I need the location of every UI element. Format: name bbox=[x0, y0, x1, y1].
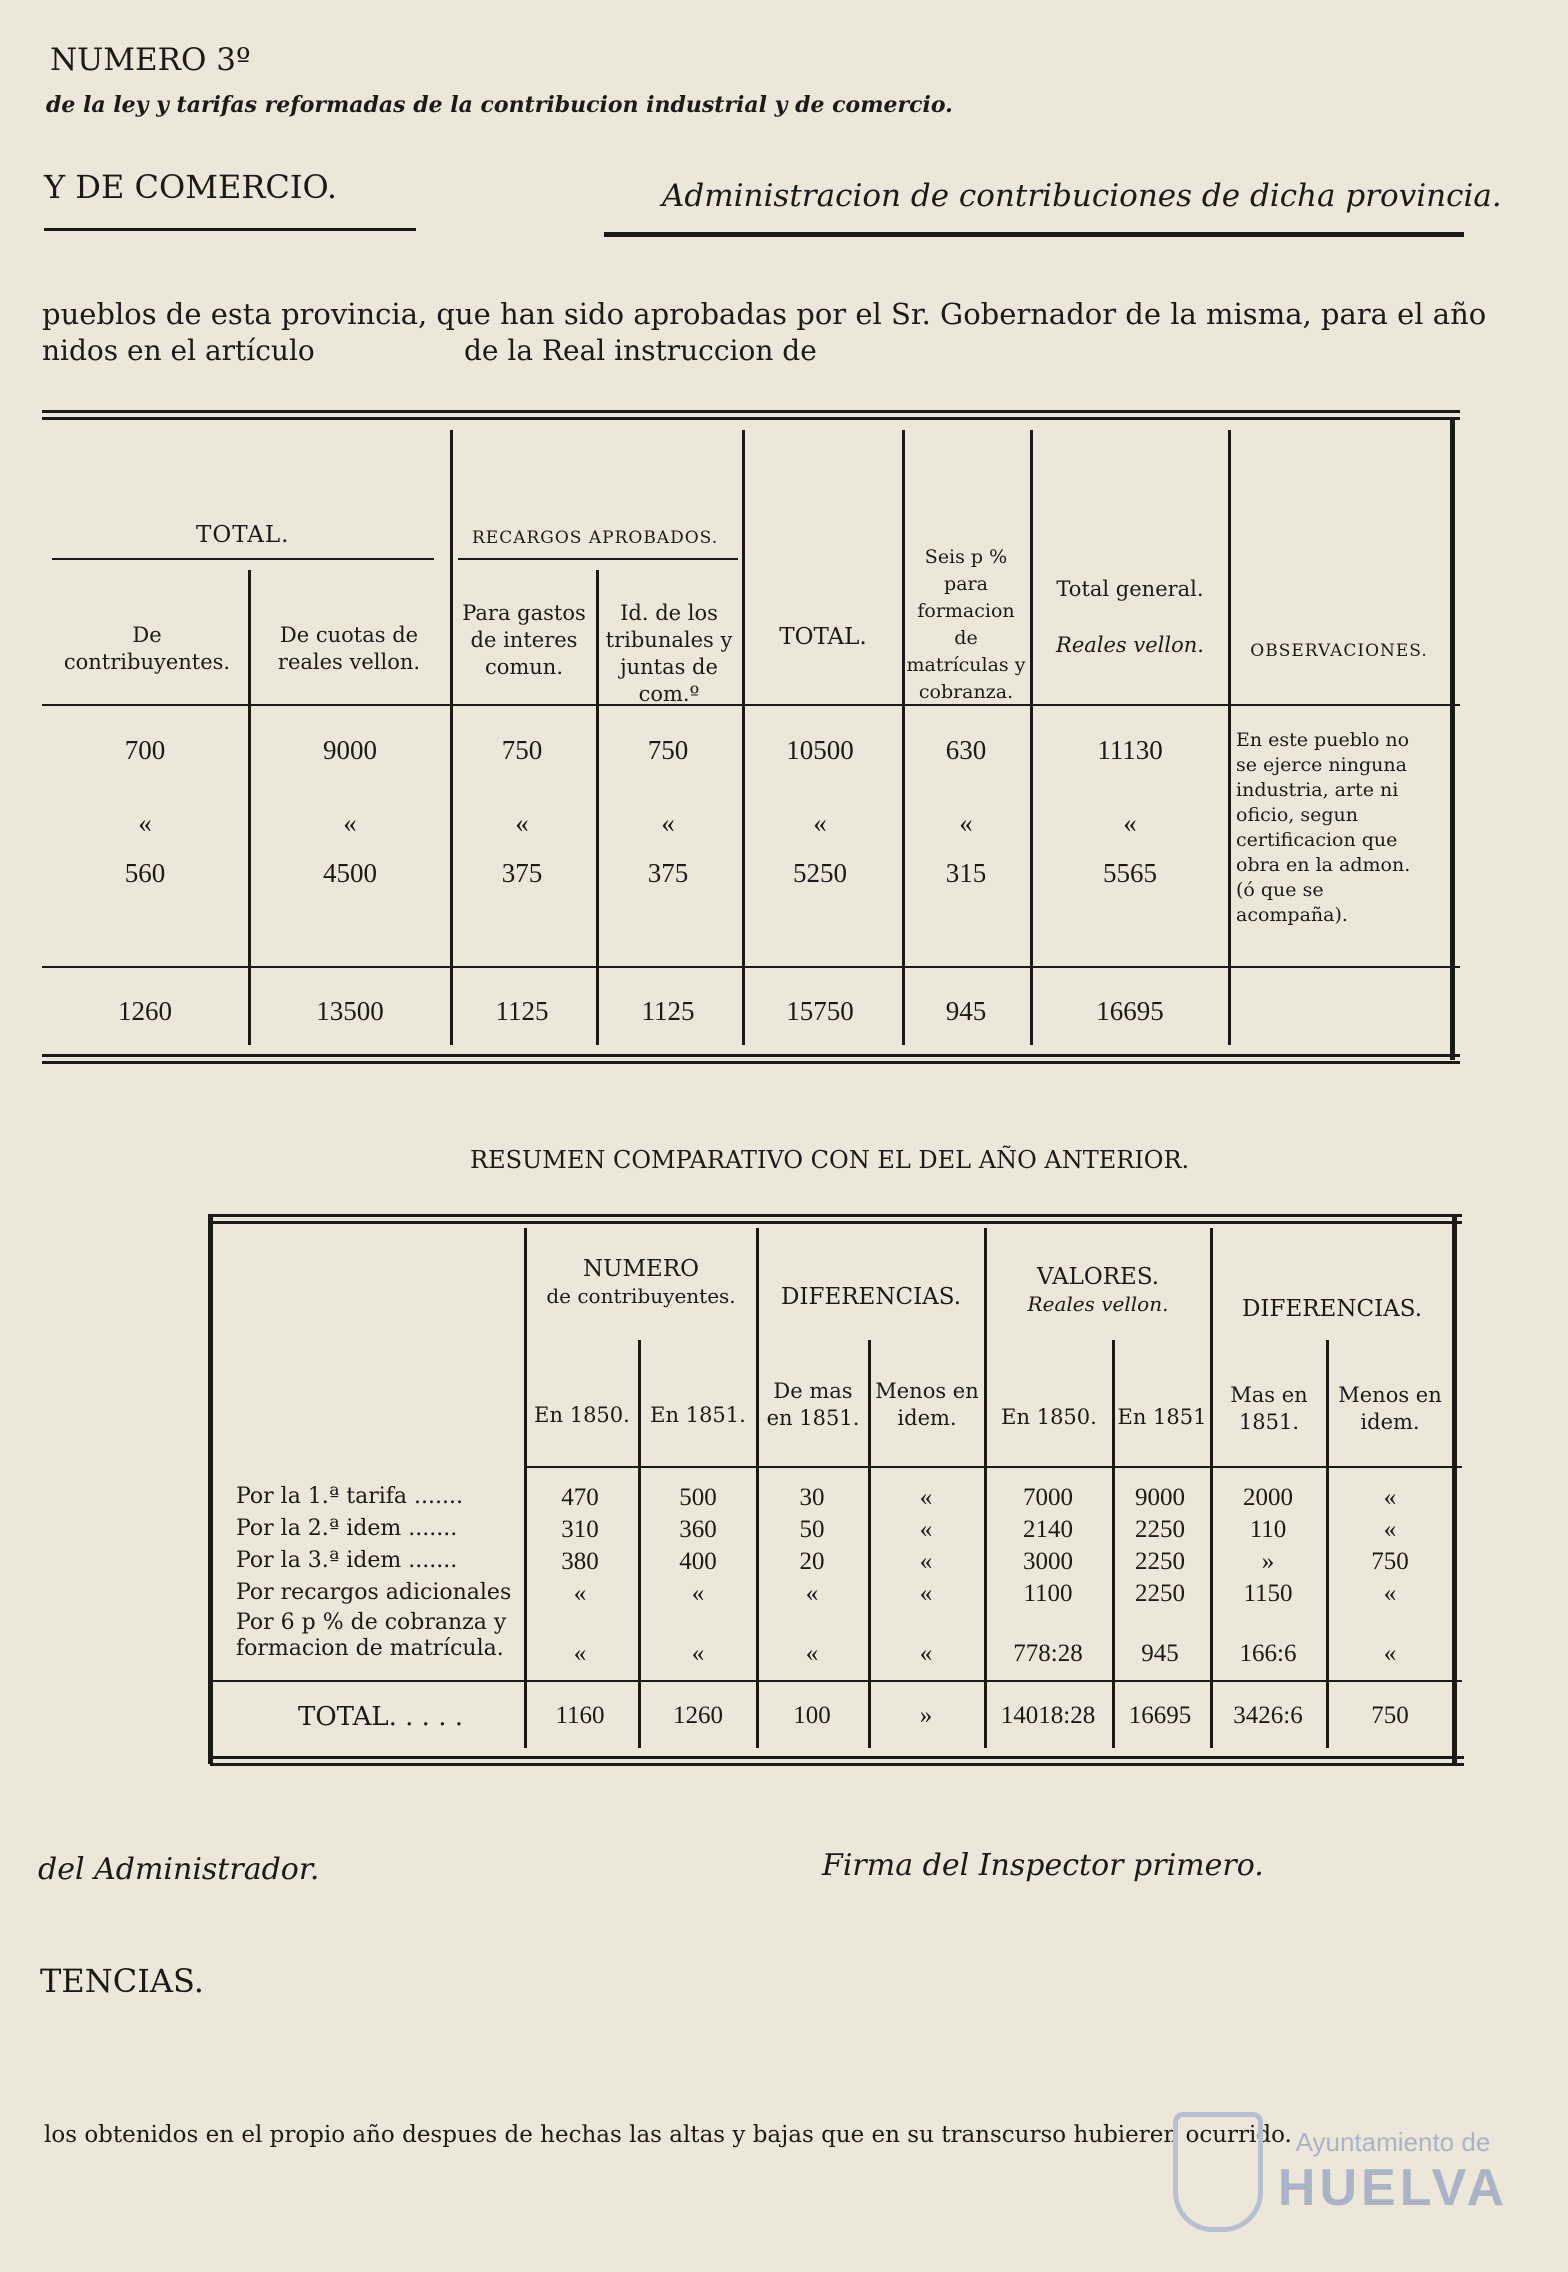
table1-cell: 5565 bbox=[1103, 858, 1157, 888]
table1-header-rule bbox=[42, 704, 1460, 706]
table2-cell: « bbox=[1383, 1484, 1397, 1511]
intro-line-1: pueblos de esta provincia, que han sido aprobadas por el Sr. Gobernador de la misma, para el año bbox=[42, 297, 1487, 331]
t1-col-tribunales: Id. de los tribunales y juntas de com.º bbox=[605, 601, 733, 706]
table2-cell: 1150 bbox=[1243, 1580, 1293, 1607]
table2-cell: « bbox=[919, 1548, 933, 1575]
t1-sep-2 bbox=[450, 430, 453, 1045]
table2-cell: « bbox=[691, 1580, 705, 1607]
table2-cell: « bbox=[1383, 1640, 1397, 1667]
table1-cell: 375 bbox=[501, 858, 543, 888]
t2-h-menos2: Menos en idem. bbox=[1338, 1383, 1442, 1434]
table2-cell: 945 bbox=[1141, 1640, 1179, 1667]
table1-cell: 315 bbox=[945, 858, 987, 888]
table1-total-cell: 13500 bbox=[316, 996, 384, 1026]
table2-total-cell: 3426:6 bbox=[1233, 1702, 1303, 1729]
table2-cell: « bbox=[691, 1640, 705, 1667]
table2-bottom-rule bbox=[210, 1756, 1464, 1766]
table1-cell: « bbox=[1123, 808, 1137, 838]
table2-cell: 166:6 bbox=[1239, 1640, 1297, 1667]
table2-cell: « bbox=[805, 1640, 819, 1667]
left-title: Y DE COMERCIO. bbox=[44, 168, 338, 206]
right-title: Administracion de contribuciones de dicha provincia. bbox=[662, 178, 1502, 214]
t2-h-mas2: Mas en 1851. bbox=[1230, 1383, 1308, 1434]
table1-cell: 750 bbox=[501, 735, 543, 765]
table1-cell: 11130 bbox=[1097, 735, 1163, 765]
t2-sep-5 bbox=[984, 1228, 987, 1748]
table2-row-label: Por recargos adicionales bbox=[236, 1580, 512, 1605]
table2-cell: 2250 bbox=[1135, 1516, 1185, 1543]
table2-top-rule bbox=[208, 1214, 1462, 1224]
table1-cell: « bbox=[343, 808, 357, 838]
t1-sep-7 bbox=[1228, 430, 1231, 1045]
table1-total-cell: 15750 bbox=[786, 996, 854, 1026]
t2-g-numero: NUMERO de contribuyentes. bbox=[546, 1256, 736, 1308]
left-title-rule bbox=[44, 228, 416, 231]
table1-total-cell: 1260 bbox=[118, 996, 172, 1026]
t1-col-obs: OBSERVACIONES. bbox=[1250, 641, 1428, 661]
table1-cell: 560 bbox=[124, 858, 166, 888]
table2-right-border bbox=[1452, 1214, 1457, 1764]
table1-body-rule bbox=[42, 966, 1460, 968]
table2-cell: « bbox=[919, 1484, 933, 1511]
table2-cell: 360 bbox=[679, 1516, 717, 1543]
t2-h-v1851: En 1851 bbox=[1117, 1405, 1207, 1429]
bottom-note: los obtenidos en el propio año despues de hechas las altas y bajas que en su transcurso hubieren ocurrido. bbox=[44, 2122, 1292, 2148]
table1-total-cell: 1125 bbox=[641, 996, 695, 1026]
table1-cell: « bbox=[813, 808, 827, 838]
t1-col-general-unit: Reales vellon. bbox=[1056, 633, 1204, 657]
right-title-rule bbox=[604, 232, 1464, 237]
t1-group-total: TOTAL. bbox=[196, 522, 290, 548]
table2-cell: « bbox=[1383, 1580, 1397, 1607]
table2-cell: 400 bbox=[679, 1548, 717, 1575]
table2-left-border bbox=[208, 1214, 213, 1764]
t2-h-1851: En 1851. bbox=[650, 1403, 746, 1427]
t2-sep-6 bbox=[1112, 1340, 1115, 1748]
t2-g-dif2: DIFERENCIAS. bbox=[1241, 1296, 1423, 1322]
table1-cell: 4500 bbox=[323, 858, 377, 888]
table2-cell: » bbox=[1261, 1548, 1275, 1575]
table2-cell: 9000 bbox=[1135, 1484, 1185, 1511]
table2-cell: 310 bbox=[561, 1516, 599, 1543]
table2-header-rule bbox=[526, 1466, 1462, 1468]
firma-administrador: del Administrador. bbox=[38, 1852, 320, 1887]
table1-cell: 9000 bbox=[323, 735, 377, 765]
table2-cell: 2140 bbox=[1023, 1516, 1073, 1543]
table2-cell: 380 bbox=[561, 1548, 599, 1575]
t1-col-gastos: Para gastos de interes comun. bbox=[462, 601, 586, 679]
table2-total-cell: 1260 bbox=[673, 1702, 723, 1729]
table2-cell: 110 bbox=[1249, 1516, 1287, 1543]
table1-top-rule bbox=[42, 410, 1460, 420]
table2-total-cell: 100 bbox=[793, 1702, 831, 1729]
table2-cell: « bbox=[919, 1580, 933, 1607]
table2-cell: 7000 bbox=[1023, 1484, 1073, 1511]
t2-total-label: TOTAL. . . . . bbox=[298, 1702, 464, 1732]
table1-cell: « bbox=[959, 808, 973, 838]
table1-total-cell: 16695 bbox=[1096, 996, 1164, 1026]
table2-row-label: Por la 1.ª tarifa ....... bbox=[236, 1484, 463, 1509]
t2-g-valores: VALORES. Reales vellon. bbox=[1027, 1264, 1169, 1316]
table2-cell: 1100 bbox=[1023, 1580, 1073, 1607]
tencias-heading: TENCIAS. bbox=[40, 1962, 204, 2000]
t1-col-seis: Seis p % para formacion de matrículas y cobranza. bbox=[906, 546, 1026, 703]
table2-cell: 778:28 bbox=[1013, 1640, 1083, 1667]
table2-total-cell: » bbox=[919, 1702, 933, 1729]
t1-group-recargos: RECARGOS APROBADOS. bbox=[472, 528, 719, 548]
t2-h-v1850: En 1850. bbox=[1001, 1405, 1097, 1429]
t1-recargos-group-rule bbox=[458, 558, 738, 560]
t2-g-dif1: DIFERENCIAS. bbox=[780, 1284, 962, 1310]
t1-total-group-rule bbox=[52, 558, 434, 560]
table1-total-cell: 1125 bbox=[495, 996, 549, 1026]
table2-cell: « bbox=[573, 1580, 587, 1607]
watermark bbox=[1173, 2112, 1508, 2232]
t1-sep-6 bbox=[1030, 430, 1033, 1045]
table2-cell: « bbox=[919, 1640, 933, 1667]
watermark-main: HUELVA bbox=[1277, 2158, 1508, 2217]
t2-h-1850: En 1850. bbox=[534, 1403, 630, 1427]
table2-cell: 750 bbox=[1371, 1548, 1409, 1575]
table1-cell: 630 bbox=[945, 735, 987, 765]
table2-cell: 30 bbox=[799, 1484, 825, 1511]
table2-cell: 500 bbox=[679, 1484, 717, 1511]
table1-cell: « bbox=[515, 808, 529, 838]
table2-cell: 20 bbox=[799, 1548, 825, 1575]
table1-right-border bbox=[1450, 420, 1455, 1060]
table1-total-cell: 945 bbox=[945, 996, 987, 1026]
t1-col-total: TOTAL. bbox=[779, 624, 867, 650]
table2-cell: 50 bbox=[799, 1516, 825, 1543]
firma-inspector: Firma del Inspector primero. bbox=[822, 1848, 1264, 1883]
t1-col-contrib: De contribuyentes. bbox=[63, 623, 231, 674]
t1-sep-4 bbox=[742, 430, 745, 1045]
table1-bottom-rule bbox=[42, 1054, 1460, 1064]
header-subtitle: de la ley y tarifas reformadas de la contribucion industrial y de comercio. bbox=[46, 92, 953, 118]
table2-cell: « bbox=[573, 1640, 587, 1667]
table2-cell: 2250 bbox=[1135, 1548, 1185, 1575]
numero-heading: NUMERO 3º bbox=[50, 42, 251, 78]
t2-sep-8 bbox=[1326, 1340, 1329, 1748]
table2-row-label: Por 6 p % de cobranza y formacion de matrícula. bbox=[236, 1610, 507, 1661]
t2-h-menos: Menos en idem. bbox=[875, 1379, 979, 1430]
table2-body-rule bbox=[210, 1680, 1462, 1682]
table1-cell: 10500 bbox=[786, 735, 854, 765]
table2-total-cell: 750 bbox=[1371, 1702, 1409, 1729]
table1-cell: 375 bbox=[647, 858, 689, 888]
t2-sep-2 bbox=[638, 1340, 641, 1748]
t1-observacion: En este pueblo no se ejerce ninguna industria, arte ni oficio, segun certificacion que obra en la admon. (ó que se acompaña). bbox=[1236, 729, 1411, 926]
table1-cell: « bbox=[138, 808, 152, 838]
t1-sep-5 bbox=[902, 430, 905, 1045]
table2-row-label: Por la 3.ª idem ....... bbox=[236, 1548, 458, 1573]
table1-cell: « bbox=[661, 808, 675, 838]
table2-cell: 2250 bbox=[1135, 1580, 1185, 1607]
table2-cell: 470 bbox=[561, 1484, 599, 1511]
table2-cell: 3000 bbox=[1023, 1548, 1073, 1575]
t1-col-general: Total general. bbox=[1056, 577, 1204, 601]
watermark-top: Ayuntamiento de bbox=[1295, 2126, 1491, 2157]
intro-line-2b: de la Real instruccion de bbox=[464, 334, 817, 367]
t2-sep-4 bbox=[868, 1340, 871, 1748]
t1-col-cuotas: De cuotas de reales vellon. bbox=[277, 623, 421, 674]
resumen-title: RESUMEN COMPARATIVO CON EL DEL AÑO ANTERIOR. bbox=[470, 1146, 1190, 1174]
table2-cell: « bbox=[805, 1580, 819, 1607]
table2-cell: « bbox=[1383, 1516, 1397, 1543]
shield-icon bbox=[1173, 2112, 1263, 2232]
t1-sep-3 bbox=[596, 570, 599, 1045]
table2-total-cell: 1160 bbox=[555, 1702, 605, 1729]
intro-line-2a: nidos en el artículo bbox=[42, 334, 315, 367]
t2-h-mas: De mas en 1851. bbox=[766, 1379, 860, 1430]
table1-cell: 700 bbox=[124, 735, 166, 765]
table2-cell: 2000 bbox=[1243, 1484, 1293, 1511]
table2-total-cell: 16695 bbox=[1128, 1702, 1192, 1729]
table2-row-label: Por la 2.ª idem ....... bbox=[236, 1516, 458, 1541]
table1-cell: 5250 bbox=[793, 858, 847, 888]
table2-cell: « bbox=[919, 1516, 933, 1543]
table2-total-cell: 14018:28 bbox=[1000, 1702, 1096, 1729]
t1-sep-1 bbox=[248, 570, 251, 1045]
table1-cell: 750 bbox=[647, 735, 689, 765]
